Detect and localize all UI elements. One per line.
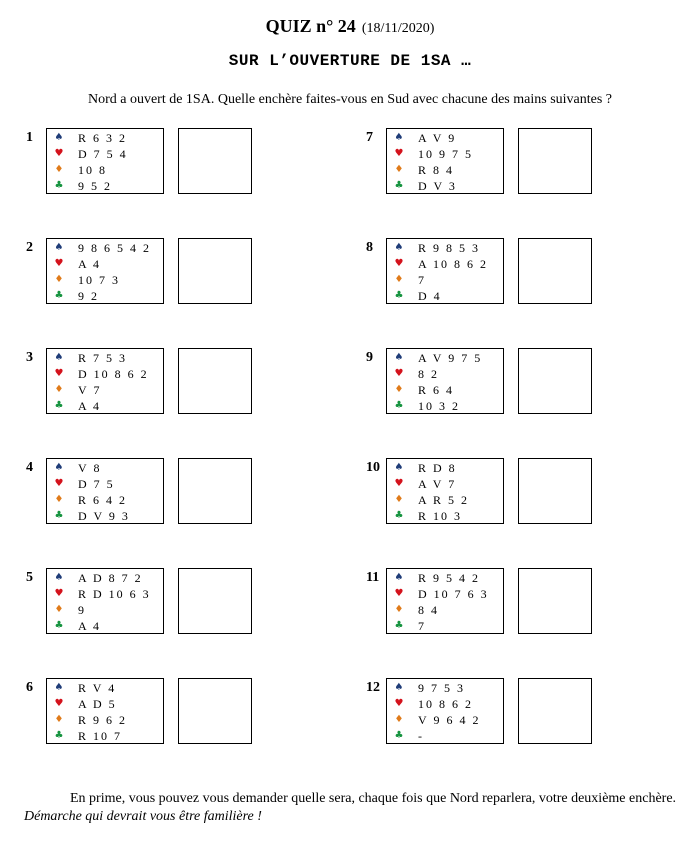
spades-row <box>387 350 503 366</box>
hand-cards <box>386 348 504 414</box>
quiz-title <box>0 16 700 37</box>
hand-number: 2 <box>26 240 33 255</box>
hand-cards <box>46 568 164 634</box>
heart-icon: ♥ <box>394 478 404 489</box>
heart-icon: ♥ <box>394 588 404 599</box>
spade-icon: ♠ <box>394 242 404 253</box>
spades-cards: R 7 5 3 <box>78 351 128 365</box>
diamond-icon: ♦ <box>54 274 64 285</box>
answer-box[interactable] <box>178 678 252 744</box>
clubs-cards: A 4 <box>78 399 102 413</box>
heart-icon: ♥ <box>54 588 64 599</box>
spade-icon: ♠ <box>394 132 404 143</box>
diamonds-cards: 9 <box>78 603 86 617</box>
hearts-cards: D 10 8 6 2 <box>78 367 149 381</box>
hand-cards <box>386 678 504 744</box>
diamonds-cards: 10 8 <box>78 163 107 177</box>
diamonds-row <box>387 492 503 508</box>
answer-box[interactable] <box>518 128 592 194</box>
hearts-cards: D 7 5 <box>78 477 115 491</box>
heart-icon: ♥ <box>394 698 404 709</box>
heart-icon: ♥ <box>54 368 64 379</box>
hand-number: 11 <box>366 570 380 585</box>
clubs-row <box>387 618 503 634</box>
diamonds-row <box>387 712 503 728</box>
diamond-icon: ♦ <box>394 714 404 725</box>
spades-cards: V 8 <box>78 461 102 475</box>
diamonds-row <box>47 162 163 178</box>
diamond-icon: ♦ <box>394 164 404 175</box>
clubs-row <box>387 178 503 194</box>
hand-number: 4 <box>26 460 33 475</box>
diamonds-row <box>387 602 503 618</box>
hand-cards <box>46 348 164 414</box>
spade-icon: ♠ <box>54 682 64 693</box>
clubs-row <box>387 398 503 414</box>
clubs-cards: 9 2 <box>78 289 99 303</box>
diamonds-cards: R 6 4 2 <box>78 493 128 507</box>
quiz-number: QUIZ n° 24 <box>265 16 356 36</box>
spades-cards: A V 9 7 5 <box>418 351 483 365</box>
diamond-icon: ♦ <box>394 494 404 505</box>
spade-icon: ♠ <box>54 462 64 473</box>
hand-cards <box>46 458 164 524</box>
diamonds-cards: R 8 4 <box>418 163 455 177</box>
hearts-row <box>387 696 503 712</box>
spades-row <box>47 130 163 146</box>
heart-icon: ♥ <box>394 368 404 379</box>
hand-number: 8 <box>366 240 373 255</box>
answer-box[interactable] <box>178 458 252 524</box>
clubs-row <box>47 288 163 304</box>
hand-cards <box>46 238 164 304</box>
club-icon: ♣ <box>394 730 404 741</box>
hearts-cards: R D 10 6 3 <box>78 587 151 601</box>
spades-row <box>387 680 503 696</box>
diamonds-cards: R 9 6 2 <box>78 713 128 727</box>
hearts-row <box>387 146 503 162</box>
diamond-icon: ♦ <box>394 604 404 615</box>
hearts-row <box>47 586 163 602</box>
hearts-row <box>47 366 163 382</box>
spade-icon: ♠ <box>394 462 404 473</box>
hand-cards <box>386 128 504 194</box>
hearts-row <box>47 256 163 272</box>
spade-icon: ♠ <box>54 572 64 583</box>
answer-box[interactable] <box>518 568 592 634</box>
hand-number: 6 <box>26 680 33 695</box>
spades-cards: 9 7 5 3 <box>418 681 465 695</box>
hand-cards <box>46 128 164 194</box>
clubs-row <box>47 618 163 634</box>
spades-row <box>47 350 163 366</box>
spades-row <box>387 130 503 146</box>
spade-icon: ♠ <box>394 352 404 363</box>
quiz-subtitle: SUR L’OUVERTURE DE 1SA … <box>228 52 472 70</box>
quiz-date: (18/11/2020) <box>361 21 435 36</box>
spades-row <box>387 570 503 586</box>
spades-cards: R 9 5 4 2 <box>418 571 481 585</box>
diamond-icon: ♦ <box>54 384 64 395</box>
spade-icon: ♠ <box>394 572 404 583</box>
clubs-cards: D V 9 3 <box>78 509 130 523</box>
hand-cards <box>386 568 504 634</box>
heart-icon: ♥ <box>394 148 404 159</box>
spades-cards: A D 8 7 2 <box>78 571 143 585</box>
spades-cards: R V 4 <box>78 681 117 695</box>
diamonds-cards: V 7 <box>78 383 102 397</box>
hearts-cards: D 7 5 4 <box>78 147 128 161</box>
club-icon: ♣ <box>394 180 404 191</box>
spades-row <box>47 680 163 696</box>
spades-cards: R 6 3 2 <box>78 131 128 145</box>
diamond-icon: ♦ <box>394 274 404 285</box>
clubs-row <box>387 508 503 524</box>
spade-icon: ♠ <box>54 132 64 143</box>
clubs-row <box>47 508 163 524</box>
spade-icon: ♠ <box>54 352 64 363</box>
quiz-question: Nord a ouvert de 1SA. Quelle enchère faites-vous en Sud avec chacune des mains suivantes ? <box>87 92 613 107</box>
clubs-row <box>47 728 163 744</box>
hand-number: 10 <box>366 460 380 475</box>
diamonds-row <box>387 382 503 398</box>
club-icon: ♣ <box>54 730 64 741</box>
spades-row <box>387 460 503 476</box>
footer-note <box>24 790 684 826</box>
diamonds-row <box>387 162 503 178</box>
club-icon: ♣ <box>54 620 64 631</box>
hearts-row <box>387 366 503 382</box>
spade-icon: ♠ <box>394 682 404 693</box>
diamonds-row <box>47 712 163 728</box>
diamonds-cards: A R 5 2 <box>418 493 470 507</box>
answer-box[interactable] <box>178 348 252 414</box>
heart-icon: ♥ <box>54 258 64 269</box>
diamond-icon: ♦ <box>54 494 64 505</box>
hearts-cards: A D 5 <box>78 697 117 711</box>
hearts-row <box>387 256 503 272</box>
hearts-row <box>47 146 163 162</box>
spades-row <box>47 240 163 256</box>
spades-cards: R D 8 <box>418 461 457 475</box>
hearts-row <box>47 476 163 492</box>
hand-cards <box>386 458 504 524</box>
hearts-cards: A 4 <box>78 257 102 271</box>
clubs-cards: 10 3 2 <box>418 399 460 413</box>
hearts-cards: A 10 8 6 2 <box>418 257 489 271</box>
diamonds-cards: R 6 4 <box>418 383 455 397</box>
footer-text: En prime, vous pouvez vous demander quelle sera, chaque fois que Nord reparlera, votre deuxième enchère. <box>70 791 677 806</box>
clubs-row <box>387 288 503 304</box>
hand-number: 7 <box>366 130 373 145</box>
hearts-cards: 10 8 6 2 <box>418 697 473 711</box>
answer-box[interactable] <box>178 238 252 304</box>
club-icon: ♣ <box>394 400 404 411</box>
heart-icon: ♥ <box>54 698 64 709</box>
clubs-cards: - <box>418 729 424 743</box>
spades-cards: 9 8 6 5 4 2 <box>78 241 151 255</box>
hand-number: 12 <box>366 680 380 695</box>
answer-box[interactable] <box>178 128 252 194</box>
diamonds-cards: 10 7 3 <box>78 273 120 287</box>
heart-icon: ♥ <box>54 478 64 489</box>
hearts-cards: A V 7 <box>418 477 457 491</box>
diamonds-cards: 8 4 <box>418 603 439 617</box>
clubs-cards: D V 3 <box>418 179 457 193</box>
spades-row <box>387 240 503 256</box>
club-icon: ♣ <box>394 510 404 521</box>
diamonds-row <box>47 602 163 618</box>
clubs-cards: D 4 <box>418 289 442 303</box>
diamond-icon: ♦ <box>54 604 64 615</box>
club-icon: ♣ <box>394 620 404 631</box>
club-icon: ♣ <box>54 290 64 301</box>
diamonds-row <box>47 492 163 508</box>
hand-number: 9 <box>366 350 373 365</box>
clubs-row <box>387 728 503 744</box>
spades-row <box>47 460 163 476</box>
clubs-row <box>47 178 163 194</box>
hearts-cards: 8 2 <box>418 367 439 381</box>
hand-cards <box>386 238 504 304</box>
clubs-cards: R 10 3 <box>418 509 463 523</box>
spades-row <box>47 570 163 586</box>
club-icon: ♣ <box>54 400 64 411</box>
answer-box[interactable] <box>178 568 252 634</box>
spades-cards: A V 9 <box>418 131 457 145</box>
clubs-cards: 9 5 2 <box>78 179 112 193</box>
answer-box[interactable] <box>518 678 592 744</box>
hand-number: 3 <box>26 350 33 365</box>
hearts-row <box>47 696 163 712</box>
diamonds-row <box>47 382 163 398</box>
footer-italic: Démarche qui devrait vous être familière ! <box>24 809 262 824</box>
clubs-cards: 7 <box>418 619 426 633</box>
hearts-cards: D 10 7 6 3 <box>418 587 489 601</box>
diamonds-cards: 7 <box>418 273 426 287</box>
clubs-cards: A 4 <box>78 619 102 633</box>
heart-icon: ♥ <box>54 148 64 159</box>
hand-number: 5 <box>26 570 33 585</box>
hearts-row <box>387 476 503 492</box>
diamonds-row <box>387 272 503 288</box>
diamond-icon: ♦ <box>54 164 64 175</box>
club-icon: ♣ <box>394 290 404 301</box>
hearts-row <box>387 586 503 602</box>
club-icon: ♣ <box>54 510 64 521</box>
answer-box[interactable] <box>518 458 592 524</box>
spades-cards: R 9 8 5 3 <box>418 241 481 255</box>
diamond-icon: ♦ <box>394 384 404 395</box>
hand-number: 1 <box>26 130 33 145</box>
diamonds-cards: V 9 6 4 2 <box>418 713 481 727</box>
hand-cards <box>46 678 164 744</box>
clubs-cards: R 10 7 <box>78 729 123 743</box>
answer-box[interactable] <box>518 348 592 414</box>
heart-icon: ♥ <box>394 258 404 269</box>
answer-box[interactable] <box>518 238 592 304</box>
diamond-icon: ♦ <box>54 714 64 725</box>
diamonds-row <box>47 272 163 288</box>
club-icon: ♣ <box>54 180 64 191</box>
hearts-cards: 10 9 7 5 <box>418 147 473 161</box>
clubs-row <box>47 398 163 414</box>
spade-icon: ♠ <box>54 242 64 253</box>
